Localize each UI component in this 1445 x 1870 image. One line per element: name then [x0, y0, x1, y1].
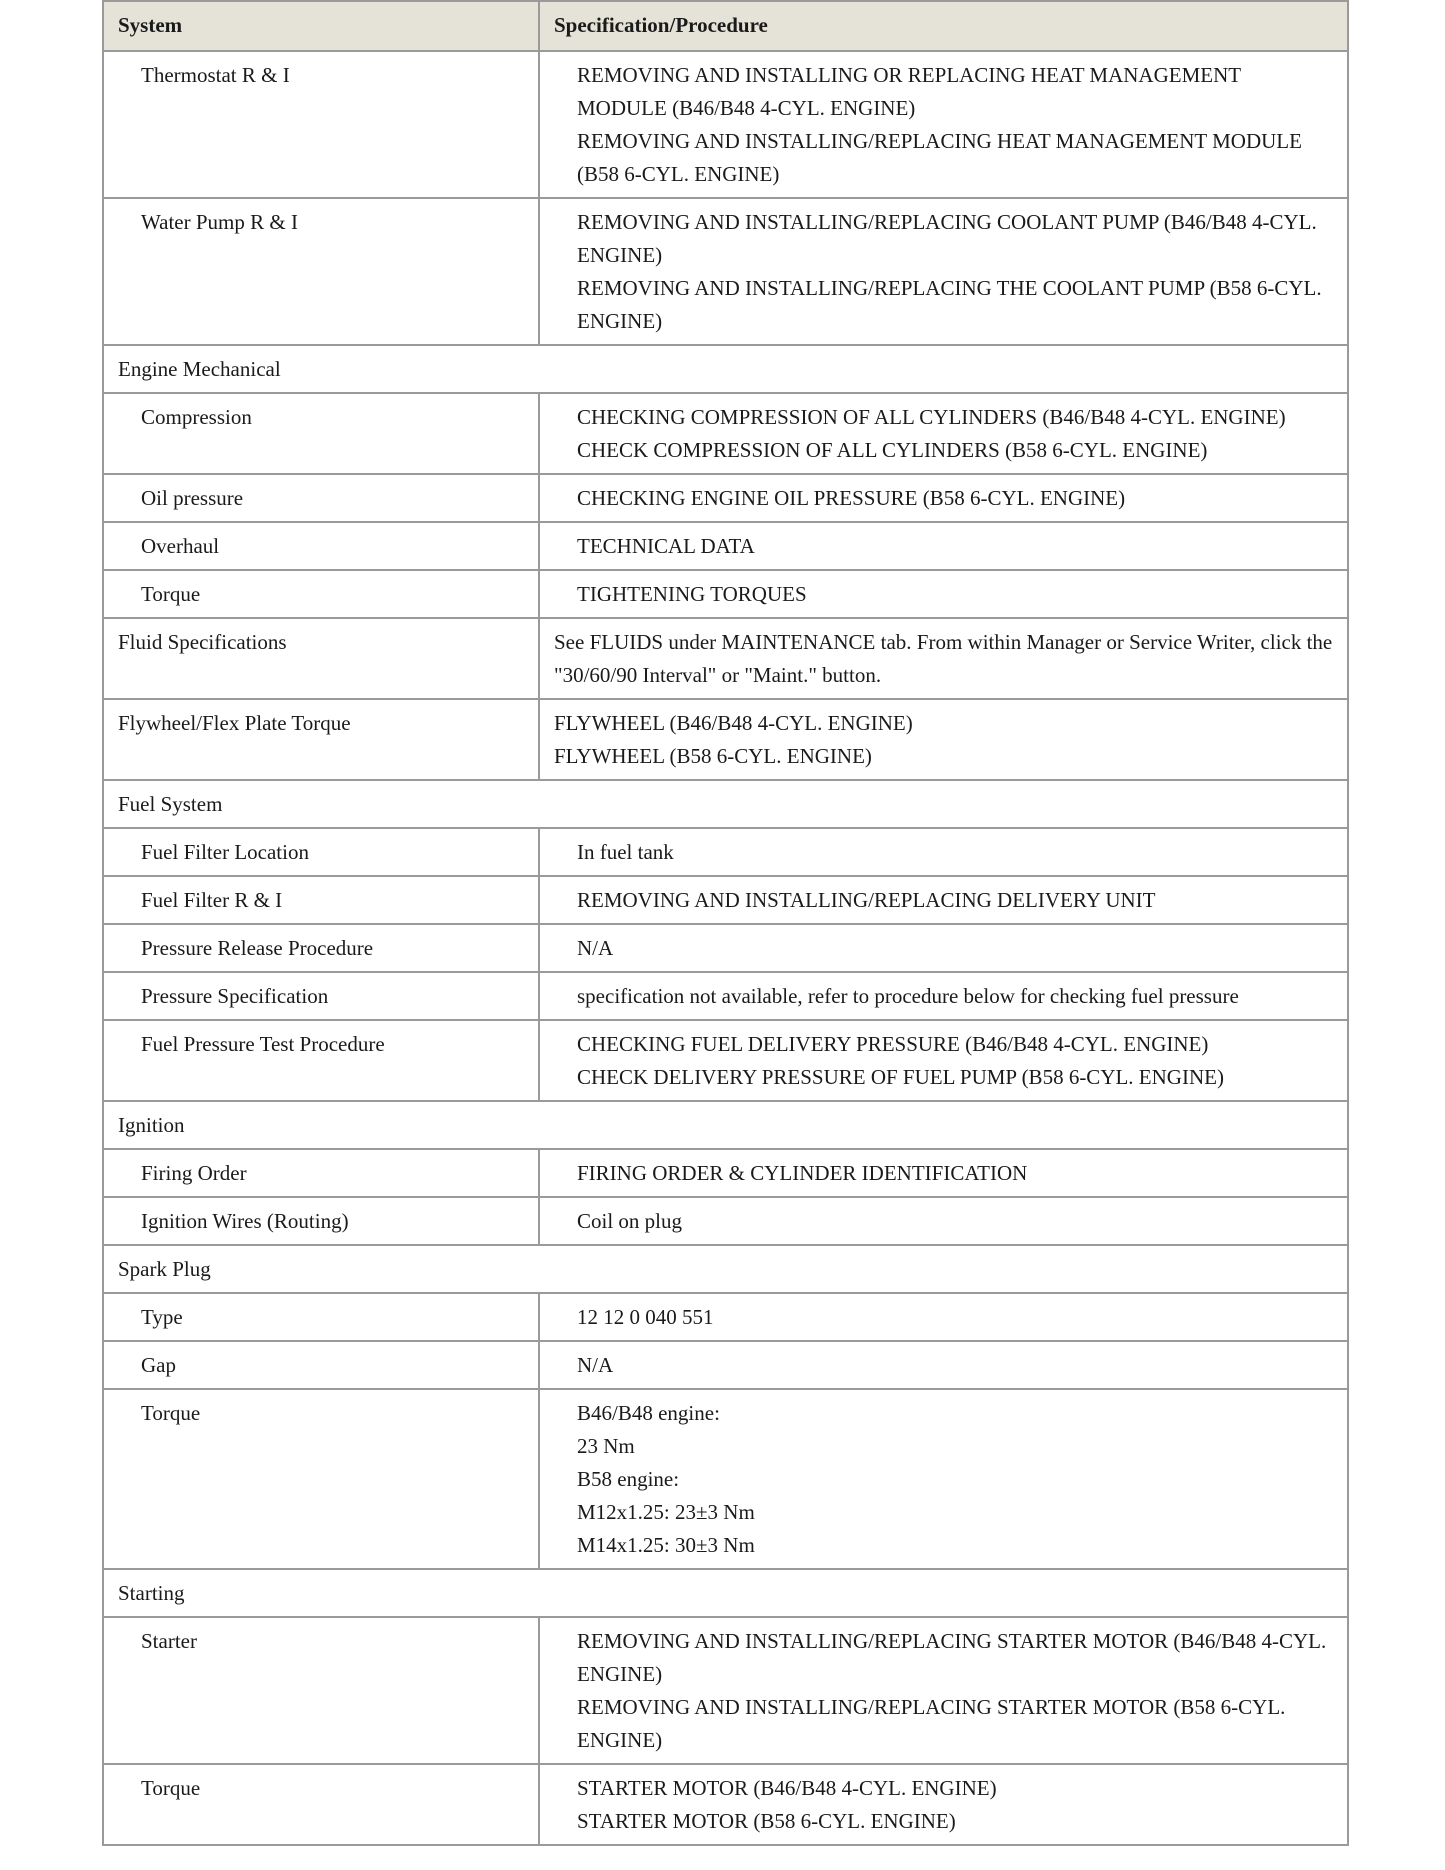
spec-cell [539, 876, 1348, 924]
spec-line: TECHNICAL DATA [577, 534, 755, 558]
table-row [103, 393, 1348, 474]
spec-line: specification not available, refer to procedure below for checking fuel pressure [577, 984, 1239, 1008]
spec-table [102, 0, 1349, 1846]
table-row [103, 198, 1348, 345]
spec-cell [539, 1149, 1348, 1197]
spec-line: M12x1.25: 23±3 Nm [577, 1500, 755, 1524]
spec-cell [539, 570, 1348, 618]
spec-line: N/A [577, 1353, 614, 1377]
spec-cell [539, 699, 1348, 780]
table-row [103, 1293, 1348, 1341]
system-cell: Compression [103, 393, 539, 474]
spec-line: M14x1.25: 30±3 Nm [577, 1533, 755, 1557]
spec-line: REMOVING AND INSTALLING/REPLACING HEAT MANAGEMENT MODULE (B58 6-CYL. ENGINE) [577, 129, 1302, 186]
section-title: Fuel System [103, 780, 1348, 828]
spec-line: CHECKING ENGINE OIL PRESSURE (B58 6-CYL. ENGINE) [577, 486, 1126, 510]
table-row [103, 1389, 1348, 1569]
table-row [103, 570, 1348, 618]
spec-cell [539, 1020, 1348, 1101]
system-cell: Overhaul [103, 522, 539, 570]
spec-line: CHECK DELIVERY PRESSURE OF FUEL PUMP (B58 6-CYL. ENGINE) [577, 1065, 1224, 1089]
spec-cell [539, 51, 1348, 198]
table-header-row [103, 1, 1348, 51]
spec-line: REMOVING AND INSTALLING/REPLACING STARTER MOTOR (B58 6-CYL. ENGINE) [577, 1695, 1286, 1752]
spec-cell [539, 1617, 1348, 1764]
spec-line: FLYWHEEL (B58 6-CYL. ENGINE) [554, 744, 872, 768]
table-row [103, 51, 1348, 198]
spec-line: 23 Nm [577, 1434, 635, 1458]
spec-line: REMOVING AND INSTALLING/REPLACING DELIVERY UNIT [577, 888, 1156, 912]
spec-line: N/A [577, 936, 614, 960]
table-row [103, 1020, 1348, 1101]
system-cell: Oil pressure [103, 474, 539, 522]
spec-line: STARTER MOTOR (B58 6-CYL. ENGINE) [577, 1809, 956, 1833]
table-row [103, 618, 1348, 699]
spec-cell [539, 1197, 1348, 1245]
section-title: Starting [103, 1569, 1348, 1617]
spec-line: REMOVING AND INSTALLING/REPLACING STARTER MOTOR (B46/B48 4-CYL. ENGINE) [577, 1629, 1327, 1686]
spec-line: 12 12 0 040 551 [577, 1305, 714, 1329]
spec-line: REMOVING AND INSTALLING/REPLACING THE COOLANT PUMP (B58 6-CYL. ENGINE) [577, 276, 1322, 333]
spec-line: CHECKING FUEL DELIVERY PRESSURE (B46/B48 4-CYL. ENGINE) [577, 1032, 1209, 1056]
table-row [103, 474, 1348, 522]
table-body [103, 51, 1348, 1845]
spec-line: B58 engine: [577, 1467, 680, 1491]
system-cell: Fluid Specifications [103, 618, 539, 699]
system-cell: Fuel Filter Location [103, 828, 539, 876]
table-row [103, 1197, 1348, 1245]
spec-line: B46/B48 engine: [577, 1401, 720, 1425]
section-row [103, 1569, 1348, 1617]
table-row [103, 699, 1348, 780]
section-title: Ignition [103, 1101, 1348, 1149]
spec-cell [539, 393, 1348, 474]
spec-cell [539, 1293, 1348, 1341]
system-cell: Type [103, 1293, 539, 1341]
table-row [103, 1764, 1348, 1845]
table-row [103, 522, 1348, 570]
system-cell: Flywheel/Flex Plate Torque [103, 699, 539, 780]
spec-line: TIGHTENING TORQUES [577, 582, 807, 606]
table-row [103, 1341, 1348, 1389]
spec-line: CHECKING COMPRESSION OF ALL CYLINDERS (B46/B48 4-CYL. ENGINE) [577, 405, 1286, 429]
system-cell: Ignition Wires (Routing) [103, 1197, 539, 1245]
spec-line: FIRING ORDER & CYLINDER IDENTIFICATION [577, 1161, 1028, 1185]
spec-cell [539, 972, 1348, 1020]
system-cell: Gap [103, 1341, 539, 1389]
spec-line: Coil on plug [577, 1209, 683, 1233]
table-row [103, 1617, 1348, 1764]
section-title: Spark Plug [103, 1245, 1348, 1293]
system-cell: Thermostat R & I [103, 51, 539, 198]
spec-line: In fuel tank [577, 840, 674, 864]
section-row [103, 780, 1348, 828]
table-row [103, 828, 1348, 876]
system-cell: Pressure Release Procedure [103, 924, 539, 972]
section-title: Engine Mechanical [103, 345, 1348, 393]
system-cell: Torque [103, 570, 539, 618]
table-row [103, 924, 1348, 972]
spec-cell [539, 1389, 1348, 1569]
system-cell: Pressure Specification [103, 972, 539, 1020]
section-row [103, 345, 1348, 393]
spec-line: REMOVING AND INSTALLING OR REPLACING HEAT MANAGEMENT MODULE (B46/B48 4-CYL. ENGINE) [577, 63, 1241, 120]
system-cell: Fuel Pressure Test Procedure [103, 1020, 539, 1101]
system-cell: Fuel Filter R & I [103, 876, 539, 924]
spec-cell [539, 924, 1348, 972]
system-cell: Torque [103, 1764, 539, 1845]
table-row [103, 1149, 1348, 1197]
table-row [103, 876, 1348, 924]
spec-line: REMOVING AND INSTALLING/REPLACING COOLANT PUMP (B46/B48 4-CYL. ENGINE) [577, 210, 1317, 267]
spec-cell [539, 522, 1348, 570]
spec-cell [539, 198, 1348, 345]
table-row [103, 972, 1348, 1020]
spec-line: See FLUIDS under MAINTENANCE tab. From within Manager or Service Writer, click the "30/60/90 Interval" or "Maint." button. [554, 630, 1333, 687]
spec-cell [539, 828, 1348, 876]
spec-cell [539, 618, 1348, 699]
spec-cell [539, 474, 1348, 522]
spec-line: STARTER MOTOR (B46/B48 4-CYL. ENGINE) [577, 1776, 997, 1800]
system-cell: Starter [103, 1617, 539, 1764]
section-row [103, 1101, 1348, 1149]
system-cell: Torque [103, 1389, 539, 1569]
spec-line: CHECK COMPRESSION OF ALL CYLINDERS (B58 6-CYL. ENGINE) [577, 438, 1208, 462]
spec-line: FLYWHEEL (B46/B48 4-CYL. ENGINE) [554, 711, 913, 735]
section-row [103, 1245, 1348, 1293]
spec-cell [539, 1764, 1348, 1845]
header-system: System [103, 1, 539, 51]
system-cell: Water Pump R & I [103, 198, 539, 345]
spec-cell [539, 1341, 1348, 1389]
system-cell: Firing Order [103, 1149, 539, 1197]
header-spec: Specification/Procedure [539, 1, 1348, 51]
